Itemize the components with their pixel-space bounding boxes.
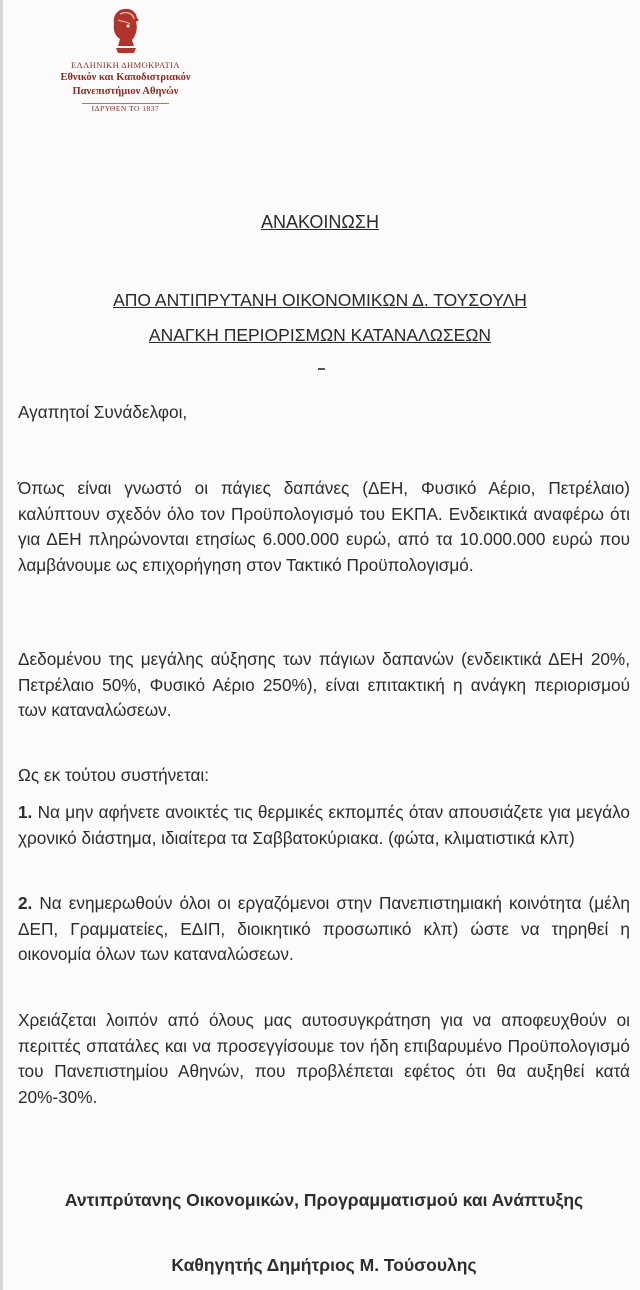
announcement-title: ΑΝΑΚΟΙΝΩΣΗ	[260, 212, 380, 232]
item-number: 1.	[18, 802, 33, 822]
letterhead-university-line1: Εθνικόν και Καποδιστριακόν	[60, 72, 191, 84]
signature-name: Καθηγητής Δημήτριος Μ. Τούσουλης	[171, 1255, 477, 1275]
paragraph-increase: Δεδομένου της μεγάλης αύξησης των πάγιων δαπανών (ενδεικτικά ΔΕΗ 20%, Πετρέλαιο 50%, Φυσικό Αέριο 250%), είναι επιτακτική η ανάγκη περιορισμού των καταναλώσεων.	[18, 649, 630, 720]
letterhead-founded: ΙΔΡΥΘΕΝ ΤΟ 1837	[82, 103, 170, 114]
separator-dash	[318, 368, 325, 370]
paragraph-costs: Όπως είναι γνωστό οι πάγιες δαπάνες (ΔΕΗ, Φυσικό Αέριο, Πετρέλαιο) καλύπτουν σχεδόν όλο τον Προϋπολογισμό του ΕΚΠΑ. Ενδεικτικά αναφέρω ότι για ΔΕΗ πληρώνονται ετησίως 6.000.000 ευρώ, από τα 10.000.000 ευρώ που λαμβάνουμε ως επιχορήγηση στον Τακτικό Προϋπολογισμό.	[18, 478, 630, 575]
paragraph-recommendations-intro: Ως εκ τούτου συστήνεται:	[18, 765, 210, 785]
subject-line: ΑΝΑΓΚΗ ΠΕΡΙΟΡΙΣΜΩΝ ΚΑΤΑΝΑΛΩΣΕΩΝ	[148, 325, 492, 345]
athena-seal-icon	[106, 6, 146, 56]
letterhead	[18, 6, 233, 116]
letterhead-university-line2: Πανεπιστήμιον Αθηνών	[72, 85, 179, 97]
letterhead-country: ΕΛΛΗΝΙΚΗ ΔΗΜΟΚΡΑΤΙΑ	[71, 60, 180, 70]
signature-role: Αντιπρύτανης Οικονομικών, Προγραμματισμού και Ανάπτυξης	[64, 1190, 584, 1210]
item-text: Να ενημερωθούν όλοι οι εργαζόμενοι στην Πανεπιστημιακή κοινότητα (μέλη ΔΕΠ, Γραμματείες, ΕΔΙΠ, διοικητικό προσωπικό κλπ) ώστε να τηρηθεί η οικονομία όλων των καταναλώσεων.	[18, 893, 630, 964]
item-text: Να μην αφήνετε ανοικτές τις θερμικές εκπομπές όταν απουσιάζετε για μεγάλο χρονικό διάστημα, ιδιαίτερα τα Σαββατοκύριακα. (φώτα, κλιματιστικά κλπ)	[18, 802, 630, 848]
greeting: Αγαπητοί Συνάδελφοι,	[18, 402, 188, 422]
page-edge	[0, 0, 3, 1290]
paragraph-conclusion: Χρειάζεται λοιπόν από όλους μας αυτοσυγκράτηση για να αποφευχθούν οι περιττές σπατάλες και να προσεγγίσουμε τον ήδη επιβαρυμένο Προϋπολογισμό του Πανεπιστημίου Αθηνών, που προβλέπεται εφέτος ότι θα αυξηθεί κατά 20%-30%.	[18, 1010, 630, 1107]
recommendation-item-1	[18, 800, 630, 851]
item-number: 2.	[18, 893, 33, 913]
from-line: ΑΠΟ ΑΝΤΙΠΡΥΤΑΝΗ ΟΙΚΟΝΟΜΙΚΩΝ Δ. ΤΟΥΣΟΥΛΗ	[113, 290, 527, 310]
recommendation-item-2	[18, 891, 630, 968]
